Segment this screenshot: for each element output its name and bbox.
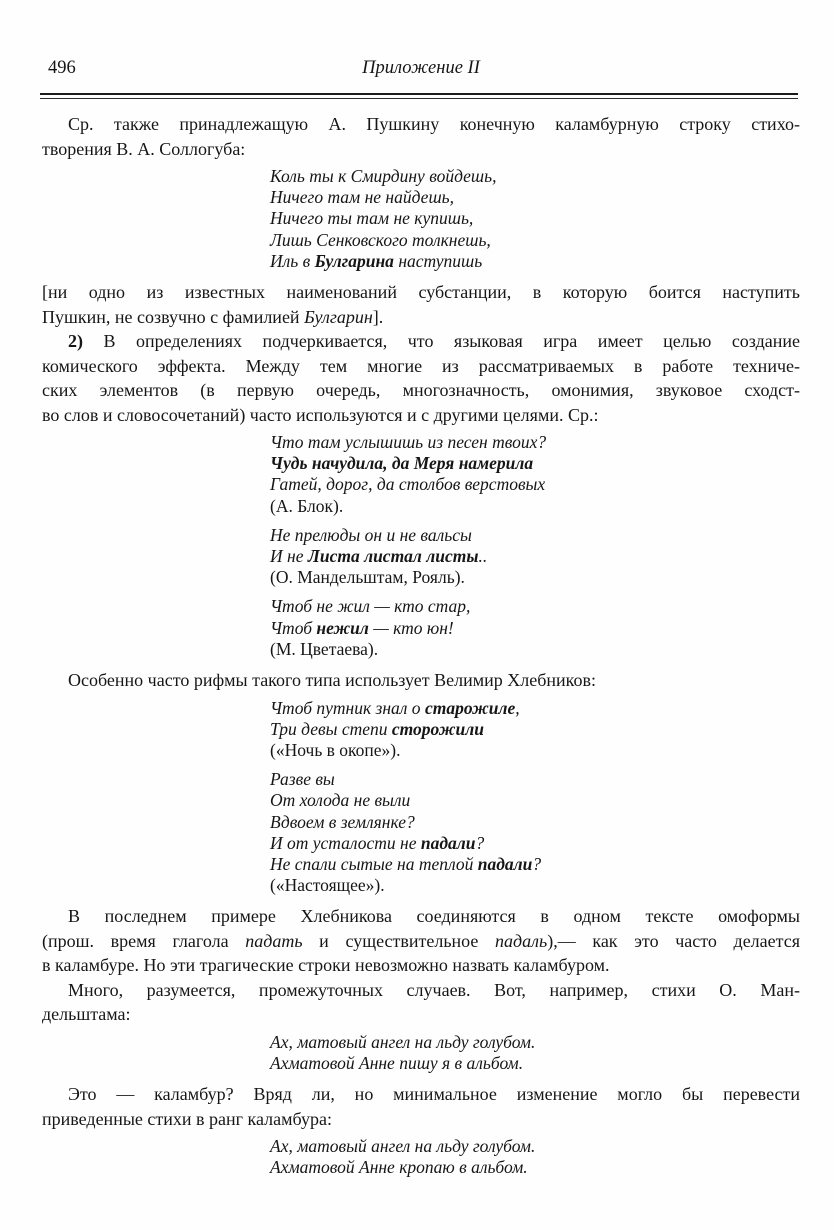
text-line bbox=[42, 403, 800, 428]
paragraph bbox=[42, 112, 800, 161]
text-segment: Ничего там не найдешь, bbox=[270, 187, 454, 208]
text-line bbox=[270, 432, 800, 453]
page-content bbox=[42, 112, 800, 1179]
text-line bbox=[270, 1053, 800, 1074]
text-line bbox=[270, 1136, 800, 1157]
text-segment: приведенные стихи в ранг каламбура: bbox=[42, 1108, 332, 1129]
text-segment: в каламбуре. Но эти трагические строки невозможно назвать каламбуром. bbox=[42, 955, 610, 976]
verse-block bbox=[270, 525, 800, 589]
paragraph bbox=[42, 978, 800, 1027]
text-segment: падали bbox=[477, 853, 533, 874]
text-segment: (прош. время глагола bbox=[42, 930, 246, 951]
text-segment: ? bbox=[532, 853, 542, 874]
text-line bbox=[270, 1157, 800, 1178]
text-segment: ),— как это часто делается bbox=[547, 930, 800, 951]
text-segment: Ах, матовый ангел на льду голубом. bbox=[270, 1136, 536, 1157]
text-segment: (М. Цветаева). bbox=[270, 638, 379, 659]
text-segment: Три девы степи bbox=[270, 718, 392, 739]
text-line bbox=[42, 1082, 800, 1107]
text-segment: Ах, матовый ангел на льду голубом. bbox=[270, 1031, 536, 1052]
text-segment: Чтоб путник знал о bbox=[270, 697, 425, 718]
text-line bbox=[42, 137, 800, 162]
paragraph bbox=[42, 329, 800, 427]
text-segment: (А. Блок). bbox=[270, 495, 344, 516]
text-segment: 2) bbox=[68, 331, 83, 352]
text-line bbox=[42, 112, 800, 137]
text-segment: ских элементов (в первую очередь, многозначность, омонимия, звуковое сходст- bbox=[42, 380, 800, 401]
text-line bbox=[270, 208, 800, 229]
text-line bbox=[270, 698, 800, 719]
text-line bbox=[270, 251, 800, 272]
text-segment: Гатей, дорог, да столбов верстовых bbox=[270, 474, 546, 495]
text-line bbox=[42, 305, 800, 330]
text-line bbox=[42, 929, 800, 954]
text-line bbox=[270, 769, 800, 790]
text-segment: Вдвоем в землянке? bbox=[270, 811, 415, 832]
text-segment: В определениях подчеркивается, что языковая игра имеет целью создание bbox=[83, 331, 800, 352]
text-segment: наступишь bbox=[393, 250, 483, 271]
text-segment: Булгарин bbox=[304, 306, 373, 327]
text-segment: Булгарина bbox=[314, 250, 394, 271]
text-line bbox=[270, 187, 800, 208]
text-segment: Ахматовой Анне пишу я в альбом. bbox=[270, 1053, 524, 1074]
verse-block bbox=[270, 166, 800, 272]
text-line bbox=[270, 639, 800, 660]
text-segment: , bbox=[515, 697, 520, 718]
text-line bbox=[42, 668, 800, 693]
text-segment: Ахматовой Анне кропаю в альбом. bbox=[270, 1157, 528, 1178]
verse-block bbox=[270, 1136, 800, 1178]
text-segment: падаль bbox=[495, 930, 548, 951]
text-line bbox=[42, 1002, 800, 1027]
paragraph bbox=[42, 1082, 800, 1131]
text-line bbox=[270, 833, 800, 854]
text-line bbox=[270, 854, 800, 875]
text-line bbox=[270, 719, 800, 740]
text-line bbox=[42, 904, 800, 929]
text-segment: В последнем примере Хлебникова соединяются в одном тексте омоформы bbox=[68, 906, 800, 927]
text-segment: Что там услышишь из песен твоих? bbox=[270, 432, 547, 453]
text-line bbox=[270, 812, 800, 833]
text-line bbox=[270, 875, 800, 896]
text-segment: — кто юн! bbox=[368, 617, 454, 638]
text-segment: Не спали сытые на теплой bbox=[270, 853, 478, 874]
text-segment: творения В. А. Соллогуба: bbox=[42, 138, 246, 159]
text-segment: Особенно часто рифмы такого типа использует Велимир Хлебников: bbox=[68, 670, 596, 691]
text-segment: .. bbox=[478, 546, 488, 567]
text-line bbox=[270, 525, 800, 546]
text-segment: Чтоб bbox=[270, 617, 317, 638]
text-segment: Пушкин, не созвучно с фамилией bbox=[42, 306, 305, 327]
text-segment: падать bbox=[245, 930, 303, 951]
text-segment: дельштама: bbox=[42, 1004, 131, 1025]
text-segment: падали bbox=[420, 832, 476, 853]
text-line bbox=[270, 546, 800, 567]
verse-block bbox=[270, 769, 800, 896]
text-segment: и существительное bbox=[302, 930, 496, 951]
text-line bbox=[270, 740, 800, 761]
text-segment: комического эффекта. Между тем многие из рассматриваемых в работе техниче- bbox=[42, 355, 800, 376]
text-line bbox=[42, 978, 800, 1003]
text-segment: Это — каламбур? Вряд ли, но минимальное изменение могло бы перевести bbox=[68, 1084, 800, 1105]
verse-block bbox=[270, 1032, 800, 1074]
text-line bbox=[270, 166, 800, 187]
verse-block bbox=[270, 596, 800, 660]
text-segment: Листа листал листы bbox=[307, 546, 479, 567]
text-line bbox=[42, 378, 800, 403]
text-segment: Ничего ты там не купишь, bbox=[270, 208, 474, 229]
text-segment: Иль в bbox=[270, 250, 315, 271]
paragraph bbox=[42, 668, 800, 693]
verse-block bbox=[270, 432, 800, 517]
verse-block bbox=[270, 698, 800, 762]
text-segment: И от усталости не bbox=[270, 832, 421, 853]
page-number: 496 bbox=[48, 58, 76, 78]
paragraph bbox=[42, 280, 800, 329]
text-segment: От холода не выли bbox=[270, 790, 411, 811]
text-segment: ]. bbox=[372, 306, 384, 327]
text-segment: Ср. также принадлежащую А. Пушкину конечную каламбурную строку стихо- bbox=[68, 114, 800, 134]
text-line bbox=[270, 496, 800, 517]
text-segment: сторожили bbox=[391, 718, 484, 739]
text-line bbox=[270, 1032, 800, 1053]
page-header bbox=[42, 58, 800, 82]
text-line bbox=[270, 453, 800, 474]
text-line bbox=[270, 230, 800, 251]
text-segment: («Ночь в окопе»). bbox=[270, 739, 401, 760]
text-line bbox=[270, 474, 800, 495]
text-segment: («Настоящее»). bbox=[270, 875, 385, 896]
text-segment: Много, разумеется, промежуточных случаев. Вот, например, стихи О. Ман- bbox=[68, 979, 800, 1000]
running-title: Приложение II bbox=[362, 58, 480, 78]
paragraph bbox=[42, 904, 800, 978]
text-segment: (О. Мандельштам, Рояль). bbox=[270, 567, 465, 588]
text-segment: Разве вы bbox=[270, 769, 335, 790]
text-segment: [ни одно из известных наименований субстанции, в которую боится наступить bbox=[42, 282, 800, 303]
text-segment: нежил bbox=[316, 617, 369, 638]
text-line bbox=[42, 329, 800, 354]
text-line bbox=[42, 953, 800, 978]
text-line bbox=[270, 596, 800, 617]
text-segment: Лишь Сенковского толкнешь, bbox=[270, 229, 491, 250]
text-segment: Чудь начудила, да Меря намерила bbox=[270, 453, 534, 474]
text-segment: И не bbox=[270, 546, 308, 567]
text-line bbox=[42, 1107, 800, 1132]
text-segment: старожиле bbox=[424, 697, 516, 718]
text-line bbox=[270, 618, 800, 639]
text-line bbox=[42, 354, 800, 379]
text-segment: Чтоб не жил — кто стар, bbox=[270, 596, 471, 617]
text-segment: Коль ты к Смирдину войдешь, bbox=[270, 166, 497, 186]
text-segment: во слов и словосочетаний) часто используются и с другими целями. Ср.: bbox=[42, 404, 599, 425]
header-rule bbox=[40, 93, 798, 99]
text-line bbox=[270, 567, 800, 588]
text-line bbox=[42, 280, 800, 305]
text-line bbox=[270, 790, 800, 811]
text-segment: Не прелюды он и не вальсы bbox=[270, 524, 472, 545]
text-segment: ? bbox=[475, 832, 485, 853]
